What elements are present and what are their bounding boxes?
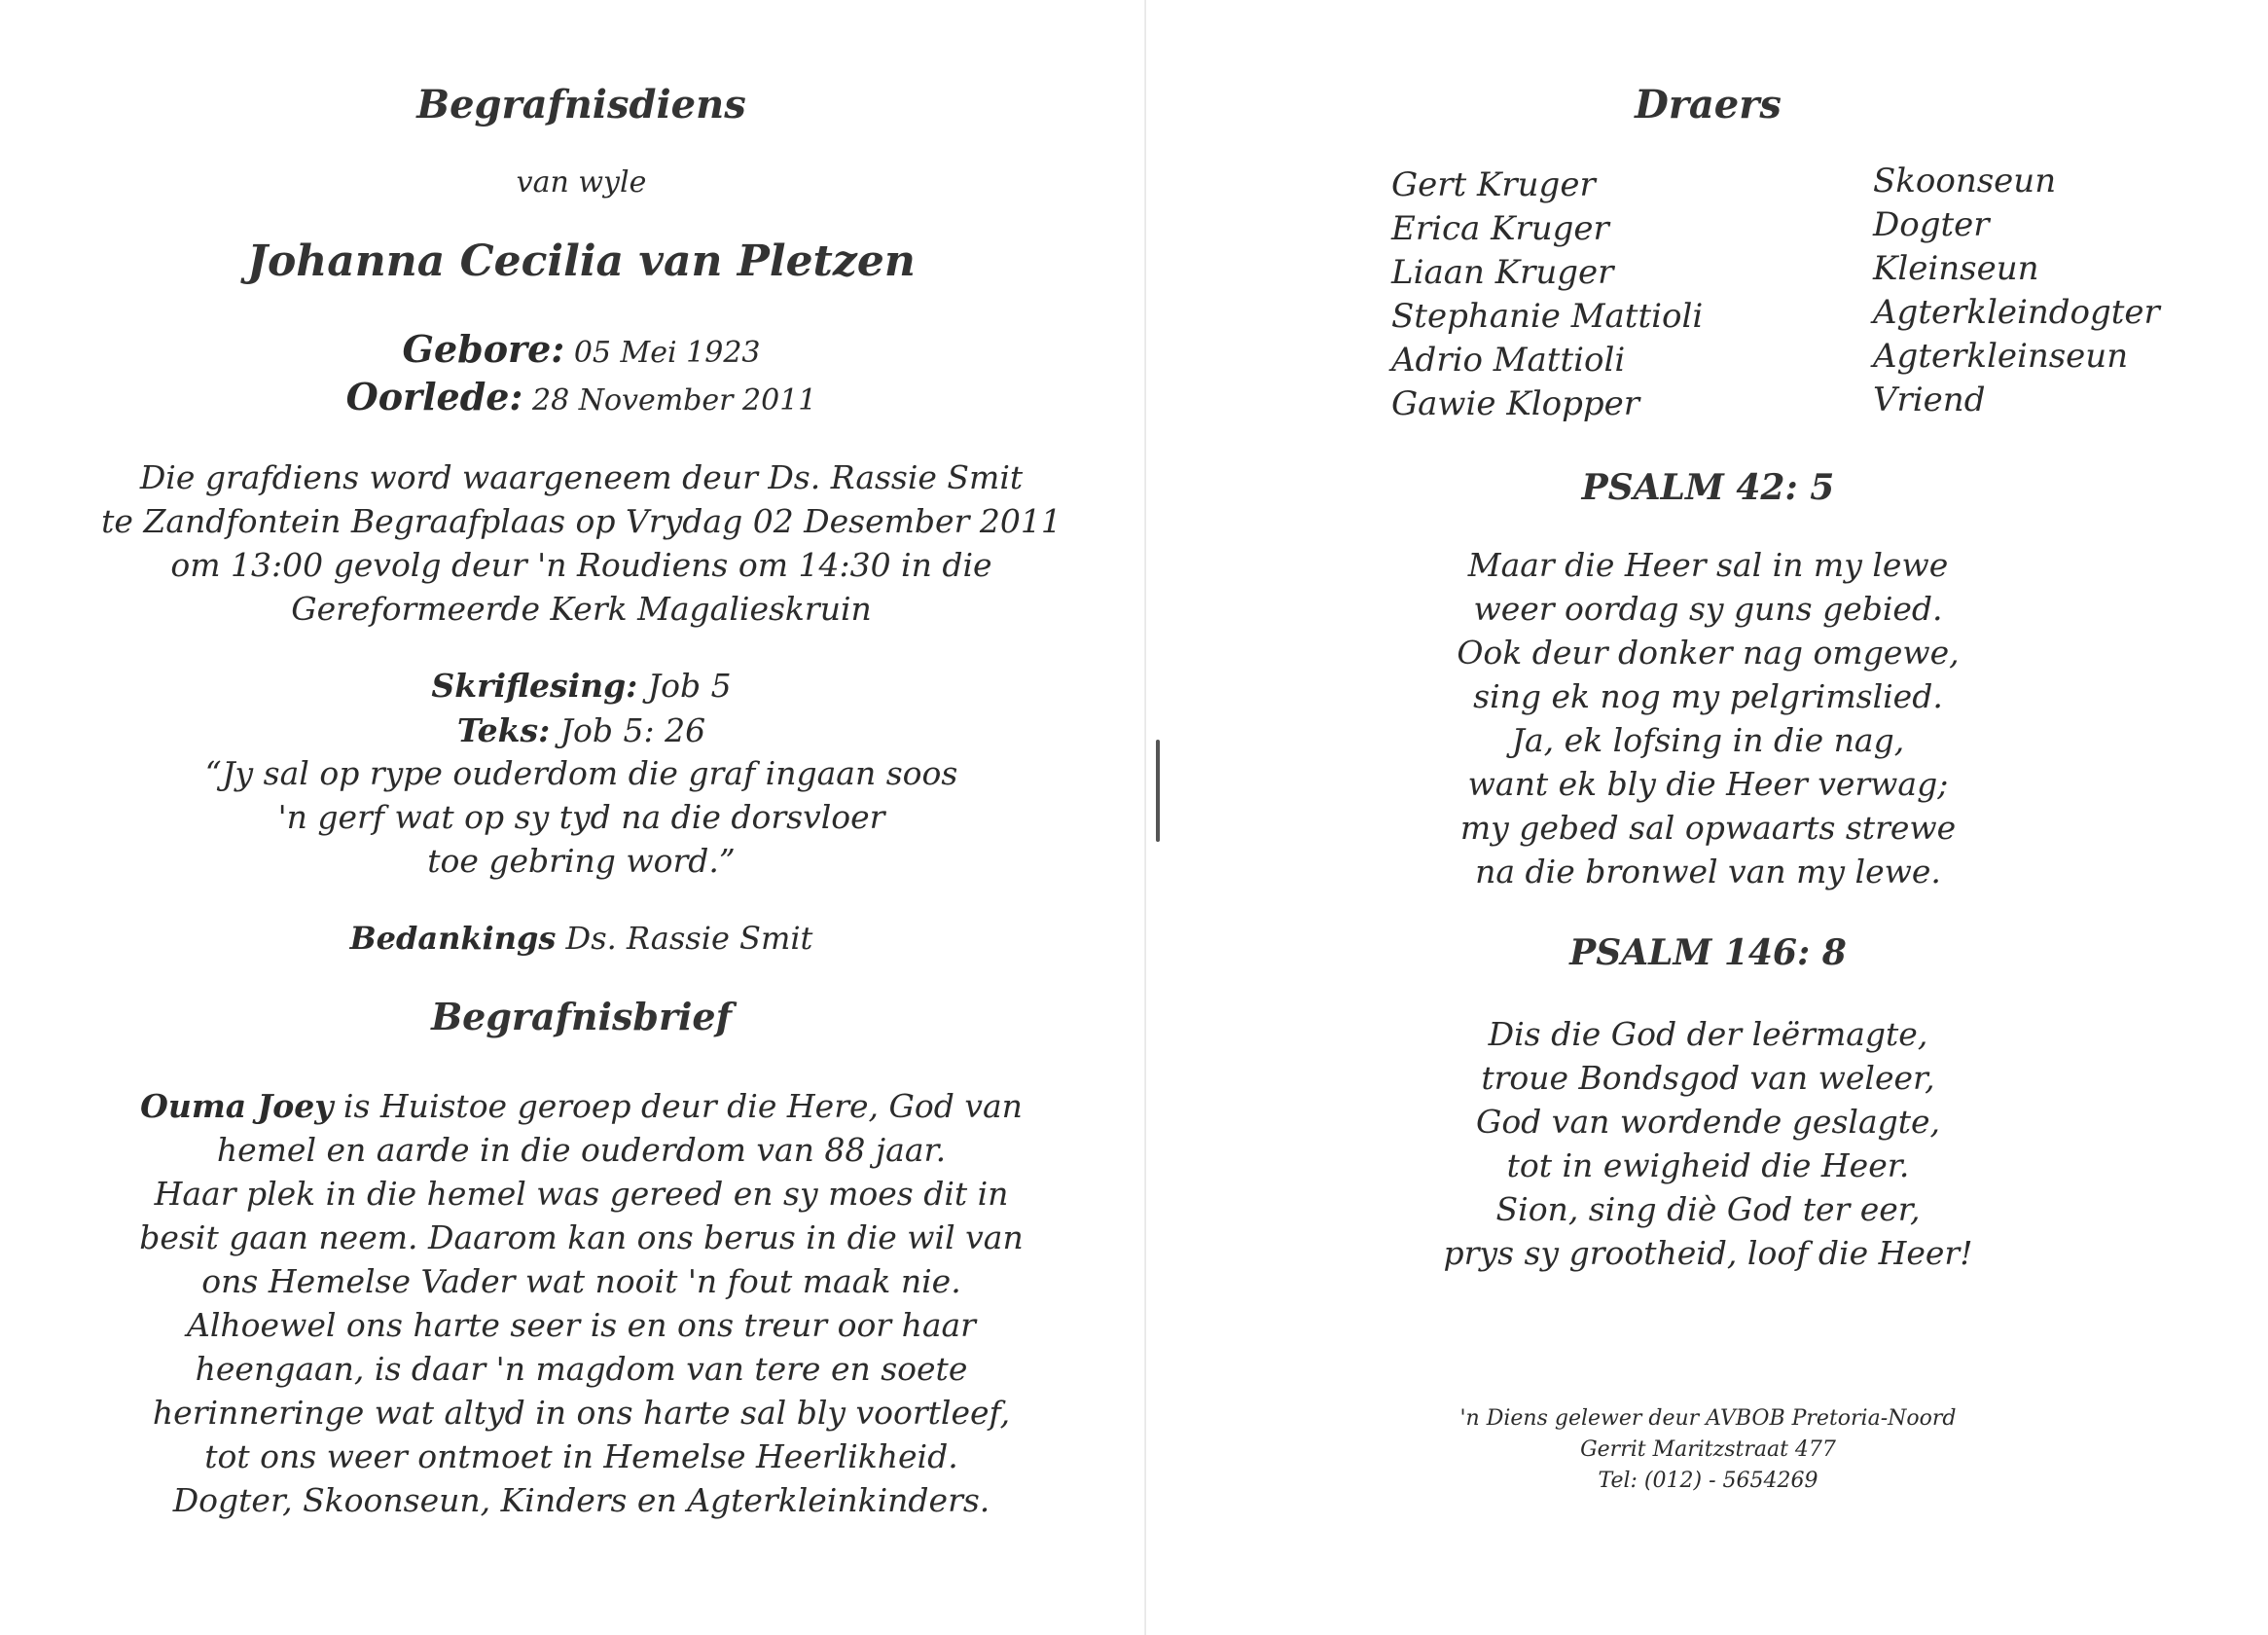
bearer-relation: Skoonseun: [1873, 162, 2057, 200]
footer-line: Tel: (012) - 5654269: [1598, 1469, 1818, 1493]
letter-line: herinneringe wat altyd in ons harte sal bly voortleef,: [152, 1394, 1011, 1432]
psalm-line: Ook deur donker nag omgewe,: [1457, 634, 1960, 672]
psalm-line: Maar die Heer sal in my lewe: [1467, 546, 1949, 584]
psalm-line: sing ek nog my pelgrimslied.: [1473, 677, 1943, 715]
bearer-relations: [1873, 160, 2160, 422]
footer-line: Gerrit Maritzstraat 477: [1580, 1437, 1836, 1462]
bearer-relation: Dogter: [1873, 205, 1990, 244]
quote-line: toe gebring word.”: [427, 842, 736, 880]
bearer-name: Stephanie Mattioli: [1391, 297, 1704, 336]
letter-line-text: is Huistoe geroep deur die Here, God van: [333, 1087, 1023, 1125]
text-line: [0, 708, 1163, 752]
psalm-2-title: PSALM 146: 8: [1569, 932, 1847, 973]
born-line: [0, 327, 1163, 371]
reading-line: [0, 664, 1163, 708]
bearer-relation: Agterkleinseun: [1873, 337, 2129, 376]
letter-line: heengaan, is daar 'n magdom van tere en soete: [195, 1350, 968, 1388]
text-value: Job 5: 26: [559, 711, 706, 749]
letter-line: [0, 1084, 1163, 1128]
letter-title: Begrafnisbrief: [431, 995, 732, 1038]
psalm-line: want ek bly die Heer verwag;: [1467, 765, 1949, 803]
letter-line: besit gaan neem. Daarom kan ons berus in die wil van: [139, 1218, 1024, 1256]
died-line: [0, 375, 1163, 418]
letter-line: hemel en aarde in die ouderdom van 88 jaar.: [216, 1131, 947, 1169]
psalm-line: troue Bondsgod van weleer,: [1481, 1059, 1935, 1097]
service-line: om 13:00 gevolg deur 'n Roudiens om 14:30 in die: [170, 546, 992, 584]
letter-line: tot ons weer ontmoet in Hemelse Heerlikheid.: [204, 1437, 958, 1475]
psalm-line: na die bronwel van my lewe.: [1475, 853, 1941, 890]
bearer-relation: Agterkleindogter: [1873, 293, 2160, 332]
letter-line: Alhoewel ons harte seer is en ons treur oor haar: [187, 1306, 976, 1344]
subtitle: van wyle: [516, 165, 647, 200]
letter-body: [0, 1084, 1163, 1522]
died-value: 28 November 2011: [532, 383, 817, 418]
service-line: Die grafdiens word waargeneem deur Ds. Rassie Smit: [139, 458, 1024, 496]
bearer-name: Adrio Mattioli: [1391, 341, 1626, 380]
psalm-1-title: PSALM 42: 5: [1581, 467, 1835, 508]
psalm-line: prys sy grootheid, loof die Heer!: [1443, 1234, 1973, 1272]
service-line: te Zandfontein Begraafplaas op Vrydag 02 Desember 2011: [101, 502, 1062, 540]
footer-line: 'n Diens gelewer deur AVBOB Pretoria-Noord: [1459, 1406, 1957, 1431]
psalm-line: Sion, sing diè God ter eer,: [1495, 1190, 1921, 1228]
quote-line: “Jy sal op rype ouderdom die graf ingaan soos: [204, 754, 958, 792]
reading-label: Skriflesing:: [431, 667, 638, 705]
bearer-name: Liaan Kruger: [1391, 253, 1614, 292]
psalm-line: Dis die God der leërmagte,: [1488, 1015, 1928, 1053]
deceased-name: Johanna Cecilia van Pletzen: [247, 236, 916, 286]
bearer-relation: Kleinseun: [1873, 249, 2039, 288]
footer: [1148, 1403, 2268, 1497]
letter-line: ons Hemelse Vader wat nooit 'n fout maak nie.: [201, 1262, 961, 1300]
letter-name: Ouma Joey: [140, 1087, 334, 1125]
thanks-value: Ds. Rassie Smit: [565, 920, 813, 957]
quote-line: 'n gerf wat op sy tyd na die dorsvloer: [277, 798, 885, 836]
thanks-label: Bedankings: [349, 920, 557, 957]
service-details: [0, 455, 1163, 631]
letter-line: Dogter, Skoonseun, Kinders en Agterkleinkinders.: [172, 1481, 990, 1519]
psalm-line: my gebed sal opwaarts strewe: [1459, 809, 1957, 847]
bearer-name: Gawie Klopper: [1391, 384, 1639, 423]
text-label: Teks:: [456, 711, 551, 749]
psalm-line: tot in ewigheid die Heer.: [1506, 1146, 1910, 1184]
thanks-line: [0, 917, 1163, 961]
psalm-line: weer oordag sy guns gebied.: [1473, 590, 1943, 628]
psalm-line: God van wordende geslagte,: [1475, 1103, 1941, 1141]
died-label: Oorlede:: [345, 375, 523, 418]
born-value: 05 Mei 1923: [573, 336, 761, 370]
service-title: Begrafnisdiens: [416, 82, 746, 127]
psalm-line: Ja, ek lofsing in die nag,: [1511, 721, 1905, 759]
letter-line: Haar plek in die hemel was gereed en sy moes dit in: [154, 1175, 1009, 1213]
reading-value: Job 5: [647, 667, 732, 705]
bearer-relation: Vriend: [1873, 381, 1986, 419]
service-line: Gereformeerde Kerk Magalieskruin: [291, 590, 872, 628]
bearer-name: Erica Kruger: [1391, 209, 1609, 248]
born-label: Gebore:: [402, 327, 565, 371]
scripture-quote: [0, 751, 1163, 883]
bearers-title: Draers: [1635, 82, 1782, 127]
psalm-2-text: [1148, 1012, 2268, 1275]
bearer-names: [1391, 164, 1703, 426]
right-page: [1148, 0, 2268, 1635]
bearer-name: Gert Kruger: [1391, 165, 1596, 204]
psalm-1-text: [1148, 543, 2268, 893]
